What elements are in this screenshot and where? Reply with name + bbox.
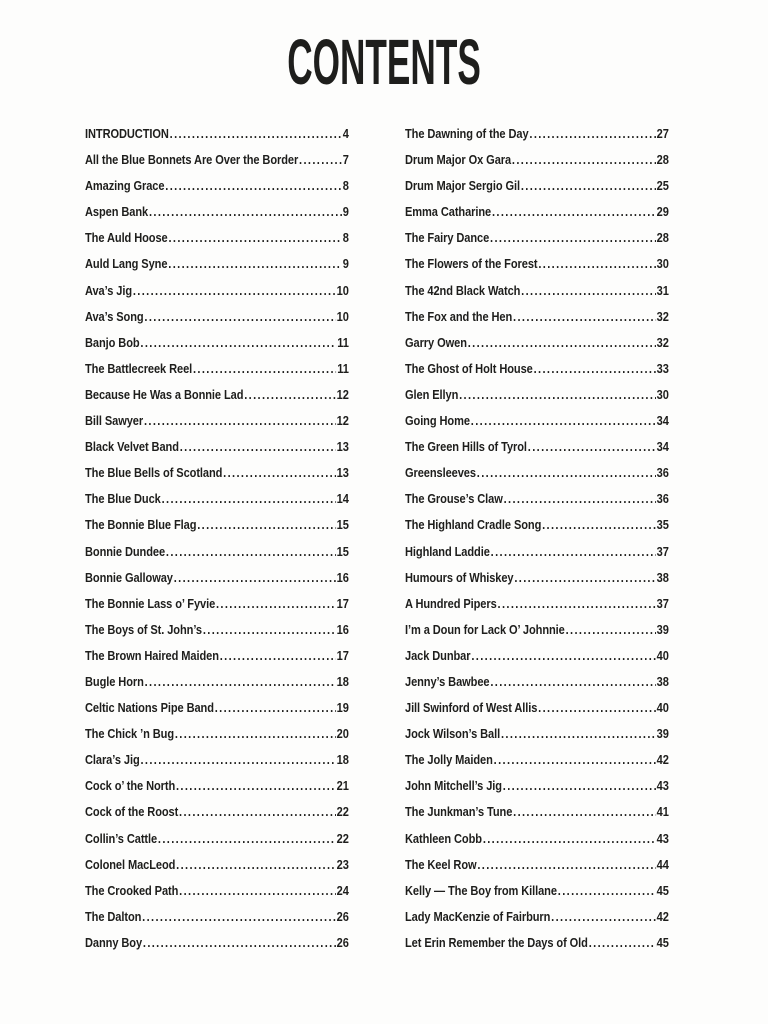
toc-entry [405,517,669,543]
dot-leader [143,935,336,950]
toc-entry-title: Black Velvet Band [85,439,179,455]
dot-leader [180,439,336,454]
toc-entry-title: The Brown Haired Maiden [85,647,219,663]
dot-leader [176,857,336,872]
toc-entry [85,517,349,543]
toc-entry-page: 8 [342,178,349,194]
toc-entry-title: Ava’s Song [85,308,144,324]
toc-entry-title: Garry Owen [405,334,467,350]
toc-entry-title: Bugle Horn [85,673,144,689]
toc-entry [85,857,349,883]
toc-entry-title: The Grouse’s Claw [405,491,503,507]
toc-entry-title: The Fox and the Hen [405,308,513,324]
dot-leader [529,126,655,141]
toc-entry-page: 34 [656,439,669,455]
page-title: CONTENTS [287,26,481,98]
toc-entry-page: 22 [336,804,349,820]
toc-entry-page: 26 [336,908,349,924]
toc-entry [405,648,669,674]
toc-entry-page: 30 [656,386,669,402]
toc-entry-title: The Fairy Dance [405,230,490,246]
toc-entry-page: 7 [342,152,349,168]
toc-entry-page: 28 [656,230,669,246]
dot-leader [140,335,336,350]
toc-entry [85,596,349,622]
dot-leader [168,256,342,271]
dot-leader [179,883,336,898]
dot-leader [223,465,336,480]
dot-leader [477,857,655,872]
dot-leader [551,909,656,924]
toc-entry-page: 36 [656,465,669,481]
toc-entry-title: Auld Lang Syne [85,256,168,272]
dot-leader [459,387,656,402]
toc-entry-page: 38 [656,569,669,585]
toc-entry-page: 17 [336,595,349,611]
toc-entry-title: Ava’s Jig [85,282,133,298]
toc-entry-title: Amazing Grace [85,178,165,194]
toc-entry-page: 43 [656,778,669,794]
toc-entry [85,544,349,570]
toc-entry-page: 29 [656,204,669,220]
toc-entry-title: Jill Swinford of West Allis [405,700,538,716]
toc-entry [405,439,669,465]
toc-entry [405,387,669,413]
dot-leader [492,204,656,219]
toc-entry-page: 23 [336,856,349,872]
toc-entry-title: The Battlecreek Reel [85,360,193,376]
toc-entry-page: 44 [656,856,669,872]
toc-entry-page: 37 [656,543,669,559]
toc-entry [405,230,669,256]
toc-entry [405,126,669,152]
toc-entry-title: The Green Hills of Tyrol [405,439,527,455]
toc-entry-page: 26 [336,934,349,950]
toc-entry-page: 36 [656,491,669,507]
dot-leader [468,335,656,350]
toc-entry-page: 10 [336,282,349,298]
toc-entry-title: Emma Catharine [405,204,492,220]
toc-entry [85,570,349,596]
toc-entry [405,831,669,857]
toc-entry-title: Let Erin Remember the Days of Old [405,934,588,950]
dot-leader [490,674,655,689]
toc-entry [85,778,349,804]
dot-leader [144,413,336,428]
dot-leader [513,309,656,324]
toc-entry-page: 45 [656,934,669,950]
dot-leader [504,491,656,506]
toc-entry-title: Celtic Nations Pipe Band [85,700,214,716]
dot-leader [542,517,656,532]
dot-leader [538,256,655,271]
toc-entry [85,309,349,335]
dot-leader [534,361,656,376]
dot-leader [215,700,336,715]
dot-leader [216,596,336,611]
toc-entry-page: 40 [656,700,669,716]
toc-entry-page: 42 [656,908,669,924]
toc-entry-page: 30 [656,256,669,272]
toc-entry-page: 42 [656,752,669,768]
toc-entry [405,857,669,883]
dot-leader [514,570,655,585]
dot-leader [512,152,656,167]
toc-entry-page: 13 [336,439,349,455]
toc-entry [85,909,349,935]
toc-entry-page: 34 [656,413,669,429]
dot-leader [179,804,336,819]
toc-entry-title: Bill Sawyer [85,413,144,429]
dot-leader [521,178,656,193]
dot-leader [503,778,656,793]
toc-column-right [405,121,669,961]
toc-entry [85,335,349,361]
toc-entry-page: 4 [342,126,349,141]
toc-entry-page: 12 [336,386,349,402]
toc-entry [85,935,349,961]
toc-entry-title: Highland Laddie [405,543,490,559]
dot-leader [149,204,342,219]
toc-entry-page: 37 [656,595,669,611]
dot-leader [203,622,336,637]
toc-entry-page: 38 [656,673,669,689]
toc-entry-page: 13 [336,465,349,481]
toc-entry-page: 31 [656,282,669,298]
dot-leader [142,909,336,924]
toc-entry [85,204,349,230]
toc-entry [405,544,669,570]
toc-entry-page: 39 [656,621,669,637]
toc-entry [405,152,669,178]
toc-entry-title: The Jolly Maiden [405,752,493,768]
toc-entry-title: The Junkman’s Tune [405,804,513,820]
toc-entry [405,283,669,309]
toc-entry [85,883,349,909]
toc-entry [405,413,669,439]
toc-entry-page: 41 [656,804,669,820]
dot-leader [144,309,335,324]
dot-leader [140,752,335,767]
dot-leader [558,883,656,898]
toc-entry-title: Kelly — The Boy from Killane [405,882,557,898]
toc-entry-page: 17 [336,647,349,663]
toc-entry-page: 25 [656,178,669,194]
dot-leader [244,387,336,402]
toc-entry [85,387,349,413]
toc-entry [405,204,669,230]
toc-entry-page: 33 [656,360,669,376]
toc-entry-page: 43 [656,830,669,846]
toc-entry-title: The Ghost of Holt House [405,360,533,376]
toc-entry [85,648,349,674]
toc-entry-title: The Bonnie Blue Flag [85,517,197,533]
toc-entry-title: Lady MacKenzie of Fairburn [405,908,551,924]
toc-entry [85,674,349,700]
toc-entry [405,335,669,361]
toc-entry-title: The Blue Bells of Scotland [85,465,223,481]
toc-entry [405,726,669,752]
dot-leader [174,570,336,585]
dot-leader [477,465,656,480]
dot-leader [471,648,655,663]
toc-entry-page: 32 [656,334,669,350]
toc-entry [405,752,669,778]
toc-entry [405,570,669,596]
toc-entry-title: Humours of Whiskey [405,569,514,585]
toc-entry-title: Collin’s Cattle [85,830,158,846]
dot-leader [521,283,656,298]
toc-entry [405,465,669,491]
toc-entry [405,778,669,804]
toc-entry [405,700,669,726]
toc-entry [405,491,669,517]
toc-entry-title: The Blue Duck [85,491,161,507]
dot-leader [162,491,336,506]
toc-entry-page: 27 [656,126,669,141]
toc-entry-title: Cock of the Roost [85,804,179,820]
toc-entry-title: Bonnie Galloway [85,569,173,585]
toc-entry-page: 39 [656,726,669,742]
toc-entry-title: Drum Major Ox Gara [405,152,512,168]
toc-entry-page: 15 [336,517,349,533]
toc-entry [85,465,349,491]
toc-entry-title: Danny Boy [85,934,143,950]
toc-entry-page: 10 [336,308,349,324]
toc-entry [85,178,349,204]
toc-entry-title: Greensleeves [405,465,476,481]
toc-entry-page: 15 [336,543,349,559]
dot-leader [501,726,656,741]
toc-entry-page: 21 [336,778,349,794]
dot-leader [471,413,656,428]
toc-entry-title: INTRODUCTION [85,126,169,141]
dot-leader [589,935,656,950]
toc-entry-title: The Crooked Path [85,882,179,898]
dot-leader [165,178,342,193]
dot-leader [528,439,656,454]
toc-entry [85,230,349,256]
dot-leader [220,648,336,663]
toc-entry-page: 16 [336,569,349,585]
dot-leader [491,544,656,559]
page-title-container [0,26,768,98]
toc-entry [85,361,349,387]
dot-leader [498,596,656,611]
dot-leader [197,517,336,532]
toc-entry-title: Colonel MacLeod [85,856,176,872]
dot-leader [193,361,336,376]
toc-entry-page: 11 [337,334,349,350]
toc-entry-page: 19 [336,700,349,716]
toc-entry [85,491,349,517]
toc-entry [405,909,669,935]
dot-leader [494,752,656,767]
toc-entry-title: I’m a Doun for Lack O’ Johnnie [405,621,565,637]
toc-entry-page: 18 [336,673,349,689]
toc-entry [85,439,349,465]
toc-entry-title: The Auld Hoose [85,230,168,246]
dot-leader [168,230,341,245]
dot-leader [158,831,336,846]
toc-entry-title: The Bonnie Lass o’ Fyvie [85,595,216,611]
toc-entry-page: 20 [336,726,349,742]
toc-entry [405,596,669,622]
dot-leader [176,778,336,793]
dot-leader [145,674,336,689]
toc-entry [85,152,349,178]
toc-entry-page: 12 [336,413,349,429]
toc-entry [85,256,349,282]
toc-column-left [85,121,349,961]
toc-entry [85,413,349,439]
toc-entry-title: Kathleen Cobb [405,830,482,846]
toc-entry-page: 45 [656,882,669,898]
toc-entry-title: Aspen Bank [85,204,149,220]
toc-entry-title: Drum Major Sergio Gil [405,178,521,194]
toc-entry [405,804,669,830]
toc-entry-page: 35 [656,517,669,533]
dot-leader [175,726,336,741]
toc-entry-title: Because He Was a Bonnie Lad [85,386,244,402]
dot-leader [566,622,656,637]
toc-entry [85,831,349,857]
toc-entry-page: 32 [656,308,669,324]
toc-entry-title: A Hundred Pipers [405,595,497,611]
toc-entry-title: Clara’s Jig [85,752,140,768]
toc-entry-title: The Boys of St. John’s [85,621,202,637]
toc-entry [405,309,669,335]
toc-entry-title: Bonnie Dundee [85,543,166,559]
dot-leader [299,152,342,167]
toc-entry-page: 8 [342,230,349,246]
dot-leader [166,544,336,559]
toc-entry [85,804,349,830]
toc-entry-page: 40 [656,647,669,663]
toc-entry-title: The Keel Row [405,856,477,872]
toc-entry [405,935,669,961]
toc-entry [405,361,669,387]
toc-entry-page: 16 [336,621,349,637]
toc-entry [85,126,349,152]
toc-entry [405,622,669,648]
toc-entry-title: The Flowers of the Forest [405,256,538,272]
toc-entry-title: All the Blue Bonnets Are Over the Border [85,152,299,168]
dot-leader [483,831,656,846]
toc-entry [85,622,349,648]
dot-leader [133,283,336,298]
toc-entry-page: 28 [656,152,669,168]
toc-entry-page: 18 [336,752,349,768]
toc-entry-title: Going Home [405,413,470,429]
toc-entry-page: 9 [342,256,349,272]
toc-entry-title: Jock Wilson’s Ball [405,726,501,742]
toc-entry-page: 9 [342,204,349,220]
toc-entry-title: Jack Dunbar [405,647,471,663]
dot-leader [490,230,656,245]
dot-leader [170,126,342,141]
toc-entry-title: Banjo Bob [85,334,140,350]
toc-entry-title: Cock o’ the North [85,778,176,794]
toc-entry [405,674,669,700]
toc-entry [405,178,669,204]
toc-entry-title: John Mitchell’s Jig [405,778,502,794]
toc-entry-title: The Dalton [85,908,142,924]
toc-entry-title: Jenny’s Bawbee [405,673,490,689]
toc-entry [405,883,669,909]
toc-entry [85,752,349,778]
toc-entry-title: The Chick ’n Bug [85,726,174,742]
toc-entry-page: 11 [337,360,349,376]
toc-entry-page: 24 [336,882,349,898]
toc-entry [85,726,349,752]
toc-entry [85,283,349,309]
dot-leader [538,700,656,715]
toc-entry-title: The Highland Cradle Song [405,517,542,533]
toc-entry-title: Glen Ellyn [405,386,459,402]
toc-entry [85,700,349,726]
toc-entry [405,256,669,282]
toc-entry-title: The 42nd Black Watch [405,282,521,298]
toc-entry-title: The Dawning of the Day [405,126,529,141]
dot-leader [513,804,656,819]
toc-entry-page: 14 [336,491,349,507]
toc-entry-page: 22 [336,830,349,846]
